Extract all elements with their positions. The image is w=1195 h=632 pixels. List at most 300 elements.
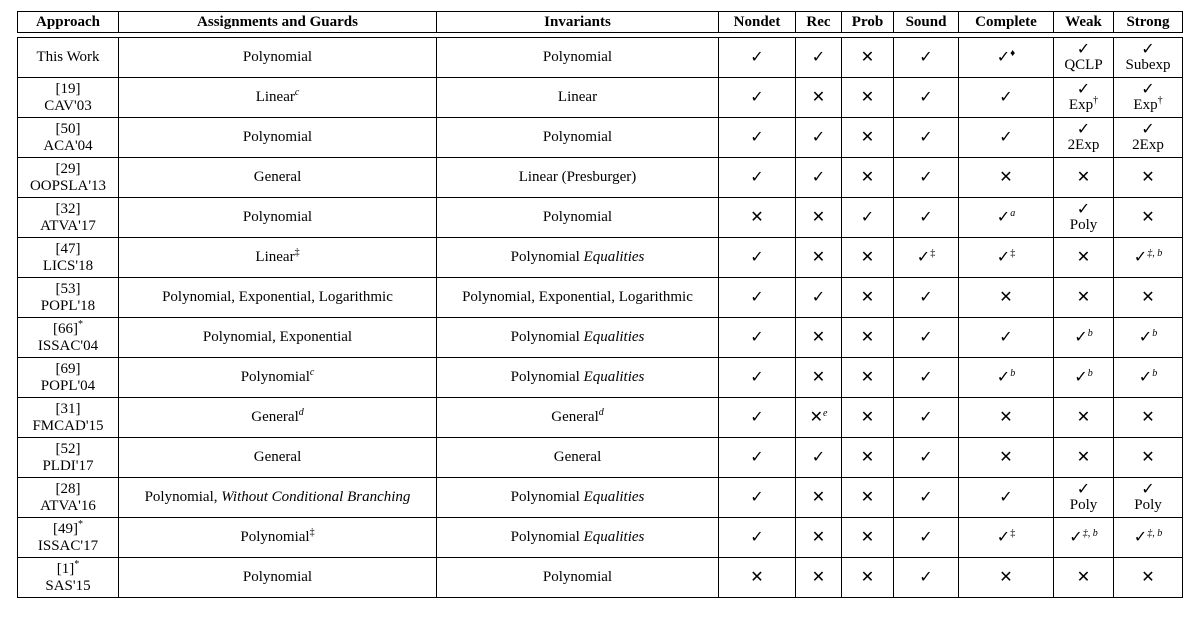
- cross-icon: ✕: [999, 287, 1013, 306]
- assignments-sup: ‡: [309, 527, 315, 538]
- check-icon: ✓: [919, 87, 933, 106]
- weak-mark-line: [1076, 247, 1091, 266]
- invariants-text: Polynomial: [510, 249, 580, 265]
- approach-ref: [20, 81, 116, 98]
- weak-mark-line: [1056, 121, 1111, 137]
- check-icon: ✓: [919, 327, 933, 346]
- strong-mark-line: [1141, 167, 1155, 186]
- cross-icon: ✕: [1141, 207, 1155, 226]
- prob-cell: [842, 38, 894, 78]
- assignments-text: Polynomial: [242, 49, 313, 65]
- check-icon: ✓: [919, 367, 933, 386]
- assignments-cell: [119, 438, 437, 478]
- table-row: [18, 398, 1183, 438]
- cross-icon: ✕: [1076, 247, 1091, 266]
- cross-icon: ✕: [860, 487, 875, 506]
- strong-complexity-text: Poly: [1134, 497, 1162, 513]
- assignments-text: Polynomial: [242, 129, 313, 145]
- weak-complexity-text: QCLP: [1064, 57, 1103, 73]
- approach-ref-text: This Work: [36, 49, 100, 65]
- approach-venue: FMCAD'15: [32, 417, 104, 434]
- complete-cell: [959, 478, 1054, 518]
- invariants-text: Polynomial: [510, 329, 580, 345]
- nondet-cell: [719, 318, 796, 358]
- rec-cell: [796, 438, 842, 478]
- cross-icon: ✕: [999, 167, 1013, 186]
- approach-ref-sup: *: [74, 558, 80, 570]
- assignments-cell: [119, 558, 437, 598]
- weak-cell: [1054, 518, 1114, 558]
- approach-ref: [20, 121, 116, 138]
- strong-mark-line: [1141, 407, 1155, 426]
- check-icon: ✓: [750, 447, 764, 466]
- header-approach: Approach: [18, 12, 119, 33]
- check-icon: ✓: [919, 47, 933, 66]
- nondet-cell: [719, 118, 796, 158]
- table-row: [18, 118, 1183, 158]
- header-complete: Complete: [959, 12, 1054, 33]
- nondet-cell: [719, 478, 796, 518]
- assignments-cell: [119, 78, 437, 118]
- strong-cell: [1114, 438, 1183, 478]
- cross-icon: ✕: [999, 447, 1013, 466]
- assignments-text: Linear: [255, 89, 295, 105]
- cross-icon: ✕: [811, 87, 826, 106]
- weak-complexity: [1056, 97, 1111, 114]
- check-icon: ✓: [1141, 79, 1155, 98]
- strong-mark-line: [1116, 81, 1180, 97]
- check-icon: ✓: [750, 87, 764, 106]
- weak-cell: [1054, 238, 1114, 278]
- strong-mark-line: [1133, 527, 1163, 546]
- assignments-sup: ‡: [294, 247, 300, 258]
- check-icon: ✓: [919, 567, 933, 586]
- strong-sup: ‡, b: [1147, 248, 1163, 259]
- complete-cell: [959, 198, 1054, 238]
- sound-sup: ‡: [930, 248, 936, 259]
- complete-cell: [959, 118, 1054, 158]
- check-icon: ✓: [1141, 39, 1155, 58]
- weak-cell: [1054, 78, 1114, 118]
- header-prob: Prob: [842, 12, 894, 33]
- prob-cell: [842, 558, 894, 598]
- assignments-cell: [119, 158, 437, 198]
- strong-mark-line: [1138, 367, 1158, 386]
- strong-complexity: [1116, 497, 1180, 514]
- weak-complexity: [1056, 57, 1111, 74]
- approach-cell: [18, 318, 119, 358]
- approach-ref-sup: *: [78, 318, 83, 330]
- weak-complexity-text: 2Exp: [1067, 137, 1100, 153]
- weak-mark-line: [1069, 527, 1098, 546]
- cross-icon: ✕: [1076, 407, 1091, 426]
- check-icon: ✓: [750, 367, 764, 386]
- strong-cell: [1114, 238, 1183, 278]
- complete-sup: b: [1010, 368, 1016, 379]
- prob-cell: [842, 198, 894, 238]
- approach-venue: CAV'03: [44, 97, 92, 114]
- check-icon: ✓: [1076, 199, 1091, 218]
- check-icon: ✓: [1076, 79, 1091, 98]
- strong-cell: [1114, 558, 1183, 598]
- table-row: [18, 318, 1183, 358]
- strong-mark-line: [1141, 567, 1155, 586]
- assignments-cell: [119, 118, 437, 158]
- invariants-cell: [437, 38, 719, 78]
- prob-cell: [842, 158, 894, 198]
- cross-icon: ✕: [860, 407, 875, 426]
- table-row: [18, 278, 1183, 318]
- approach-ref-text: [32]: [55, 200, 81, 217]
- assignments-cell: [119, 38, 437, 78]
- invariants-text: Linear (Presburger): [518, 169, 637, 185]
- cross-icon: ✕: [811, 247, 826, 266]
- invariants-cell: [437, 78, 719, 118]
- nondet-cell: [719, 518, 796, 558]
- invariants-text: General: [553, 449, 602, 465]
- weak-cell: [1054, 278, 1114, 318]
- approach-venue: POPL'04: [40, 377, 96, 394]
- check-icon: ✓: [919, 447, 933, 466]
- approach-ref: [20, 241, 116, 258]
- strong-mark-line: [1141, 207, 1155, 226]
- weak-cell: [1054, 398, 1114, 438]
- weak-mark-line: [1076, 287, 1091, 306]
- rec-cell: [796, 318, 842, 358]
- invariants-cell: [437, 318, 719, 358]
- sound-cell: [894, 198, 959, 238]
- approach-ref-text: [1]: [56, 560, 75, 577]
- check-icon: ✓: [750, 407, 764, 426]
- assignments-text: Polynomial, Exponential, Logarithmic: [162, 289, 393, 305]
- cross-icon: ✕: [811, 207, 826, 226]
- approach-ref-text: [47]: [55, 240, 81, 257]
- approach-ref-text: [53]: [55, 280, 81, 297]
- complete-cell: [959, 518, 1054, 558]
- invariants-text: Linear: [557, 89, 598, 105]
- cross-icon: ✕: [809, 407, 823, 426]
- strong-mark-line: [1138, 327, 1158, 346]
- rec-cell: [796, 238, 842, 278]
- rec-cell: [796, 38, 842, 78]
- header-invariants: Invariants: [437, 12, 719, 33]
- check-icon: ✓: [811, 447, 826, 466]
- strong-cell: [1114, 478, 1183, 518]
- approach-ref: [20, 401, 116, 418]
- complete-sup: ♦: [1010, 48, 1016, 59]
- approach-ref-text: [49]: [53, 520, 78, 537]
- sound-cell: [894, 278, 959, 318]
- cross-icon: ✕: [811, 527, 826, 546]
- cross-icon: ✕: [811, 567, 826, 586]
- check-icon: ✓: [811, 47, 826, 66]
- prob-cell: [842, 118, 894, 158]
- complete-cell: [959, 78, 1054, 118]
- check-icon: ✓: [750, 47, 764, 66]
- approach-cell: [18, 518, 119, 558]
- cross-icon: ✕: [860, 87, 875, 106]
- approach-cell: [18, 198, 119, 238]
- check-icon: ✓: [1074, 367, 1088, 386]
- approach-ref: [20, 161, 116, 178]
- rec-cell: [796, 478, 842, 518]
- cross-icon: ✕: [999, 567, 1013, 586]
- approach-ref-text: [29]: [55, 160, 81, 177]
- approach-ref: [20, 318, 116, 338]
- table-row: [18, 518, 1183, 558]
- invariants-cell: [437, 238, 719, 278]
- prob-cell: [842, 78, 894, 118]
- cross-icon: ✕: [860, 327, 875, 346]
- invariants-text: General: [551, 409, 599, 425]
- table-row: [18, 558, 1183, 598]
- check-icon: ✓: [750, 487, 764, 506]
- approach-ref: [20, 201, 116, 218]
- nondet-cell: [719, 238, 796, 278]
- weak-complexity: [1056, 497, 1111, 514]
- invariants-emphasis: Equalities: [583, 489, 645, 505]
- assignments-text: Linear: [255, 249, 295, 265]
- invariants-text: Polynomial: [510, 529, 580, 545]
- cross-icon: ✕: [1141, 407, 1155, 426]
- approach-ref: [20, 281, 116, 298]
- table-row: [18, 198, 1183, 238]
- invariants-sup: d: [598, 407, 604, 418]
- sound-cell: [894, 238, 959, 278]
- approach-ref: [20, 558, 116, 578]
- nondet-cell: [719, 278, 796, 318]
- cross-icon: ✕: [750, 207, 764, 226]
- weak-mark-line: [1056, 41, 1111, 57]
- assignments-text: Polynomial: [240, 529, 310, 545]
- approach-ref-text: [50]: [55, 120, 81, 137]
- invariants-text: Polynomial: [542, 209, 613, 225]
- assignments-emphasis: Without Conditional Branching: [221, 489, 411, 505]
- cross-icon: ✕: [860, 167, 875, 186]
- approach-ref-text: [52]: [55, 440, 81, 457]
- assignments-cell: [119, 318, 437, 358]
- prob-cell: [842, 358, 894, 398]
- sound-cell: [894, 358, 959, 398]
- weak-cell: [1054, 198, 1114, 238]
- cross-icon: ✕: [750, 567, 764, 586]
- approach-venue: POPL'18: [40, 297, 96, 314]
- assignments-text: Polynomial,: [144, 489, 218, 505]
- assignments-sup: c: [309, 367, 315, 378]
- cross-icon: ✕: [1076, 167, 1091, 186]
- check-icon: ✓: [1076, 39, 1091, 58]
- invariants-cell: [437, 118, 719, 158]
- prob-cell: [842, 318, 894, 358]
- check-icon: ✓: [919, 127, 933, 146]
- prob-cell: [842, 398, 894, 438]
- approach-venue: ISSAC'17: [37, 537, 99, 554]
- rec-cell: [796, 278, 842, 318]
- strong-sup: ‡, b: [1147, 528, 1163, 539]
- invariants-cell: [437, 478, 719, 518]
- check-icon: ✓: [750, 327, 764, 346]
- assignments-cell: [119, 518, 437, 558]
- check-icon: ✓: [996, 247, 1011, 266]
- approach-ref: [20, 49, 116, 66]
- invariants-cell: [437, 558, 719, 598]
- prob-cell: [842, 278, 894, 318]
- approach-venue: ATVA'16: [40, 497, 96, 514]
- weak-cell: [1054, 478, 1114, 518]
- table-row: [18, 438, 1183, 478]
- cross-icon: ✕: [1141, 567, 1155, 586]
- header-nondet: Nondet: [719, 12, 796, 33]
- rec-cell: [796, 358, 842, 398]
- prob-cell: [842, 438, 894, 478]
- complete-cell: [959, 238, 1054, 278]
- strong-cell: [1114, 198, 1183, 238]
- approach-ref-text: [28]: [55, 480, 81, 497]
- sound-cell: [894, 78, 959, 118]
- check-icon: ✓: [916, 247, 931, 266]
- complete-cell: [959, 398, 1054, 438]
- cross-icon: ✕: [1076, 287, 1091, 306]
- nondet-cell: [719, 358, 796, 398]
- check-icon: ✓: [750, 527, 764, 546]
- complete-cell: [959, 38, 1054, 78]
- approach-ref-text: [69]: [55, 360, 81, 377]
- approach-ref: [20, 441, 116, 458]
- header-strong: Strong: [1114, 12, 1183, 33]
- complete-cell: [959, 558, 1054, 598]
- check-icon: ✓: [811, 167, 826, 186]
- sound-cell: [894, 158, 959, 198]
- cross-icon: ✕: [860, 47, 875, 66]
- sound-cell: [894, 398, 959, 438]
- assignments-sup: c: [294, 87, 300, 98]
- invariants-cell: [437, 398, 719, 438]
- strong-complexity: [1116, 97, 1180, 114]
- cross-icon: ✕: [860, 367, 875, 386]
- weak-mark-line: [1076, 407, 1091, 426]
- assignments-cell: [119, 238, 437, 278]
- nondet-cell: [719, 438, 796, 478]
- check-icon: ✓: [1133, 527, 1148, 546]
- strong-complexity-sup: †: [1157, 95, 1163, 106]
- check-icon: ✓: [996, 367, 1011, 386]
- check-icon: ✓: [996, 527, 1011, 546]
- invariants-text: Polynomial: [510, 369, 580, 385]
- check-icon: ✓: [1076, 119, 1091, 138]
- invariants-text: Polynomial: [542, 569, 613, 585]
- approach-ref-text: [66]: [53, 320, 78, 337]
- approach-cell: [18, 438, 119, 478]
- header-sound: Sound: [894, 12, 959, 33]
- strong-complexity-text: Subexp: [1125, 57, 1171, 73]
- complete-sup: ‡: [1010, 248, 1016, 259]
- table-row: [18, 238, 1183, 278]
- sound-cell: [894, 518, 959, 558]
- strong-cell: [1114, 358, 1183, 398]
- strong-mark-line: [1141, 287, 1155, 306]
- nondet-cell: [719, 198, 796, 238]
- check-icon: ✓: [1069, 527, 1083, 546]
- invariants-text: Polynomial, Exponential, Logarithmic: [462, 289, 693, 305]
- check-icon: ✓: [999, 127, 1013, 146]
- strong-complexity: [1116, 57, 1180, 74]
- check-icon: ✓: [1138, 367, 1153, 386]
- table-row: [18, 38, 1183, 78]
- sound-cell: [894, 318, 959, 358]
- strong-sup: b: [1152, 368, 1158, 379]
- prob-cell: [842, 478, 894, 518]
- cross-icon: ✕: [860, 527, 875, 546]
- check-icon: ✓: [919, 527, 933, 546]
- cross-icon: ✕: [811, 367, 826, 386]
- strong-mark-line: [1133, 247, 1163, 266]
- weak-mark-line: [1074, 327, 1093, 346]
- prob-cell: [842, 238, 894, 278]
- approach-cell: [18, 278, 119, 318]
- approach-ref-text: [31]: [55, 400, 81, 417]
- weak-cell: [1054, 558, 1114, 598]
- rec-cell: [796, 158, 842, 198]
- rec-cell: [796, 398, 842, 438]
- check-icon: ✓: [919, 407, 933, 426]
- weak-complexity-sup: †: [1093, 95, 1099, 106]
- check-icon: ✓: [811, 127, 826, 146]
- approach-venue: OOPSLA'13: [29, 177, 107, 194]
- complete-cell: [959, 158, 1054, 198]
- nondet-cell: [719, 398, 796, 438]
- invariants-cell: [437, 438, 719, 478]
- weak-cell: [1054, 158, 1114, 198]
- cross-icon: ✕: [811, 487, 826, 506]
- table-row: [18, 358, 1183, 398]
- check-icon: ✓: [919, 167, 933, 186]
- check-icon: ✓: [860, 207, 875, 226]
- cross-icon: ✕: [1141, 167, 1155, 186]
- cross-icon: ✕: [1141, 287, 1155, 306]
- weak-complexity-text: Poly: [1069, 497, 1098, 513]
- table-row: [18, 158, 1183, 198]
- strong-cell: [1114, 118, 1183, 158]
- check-icon: ✓: [1133, 247, 1148, 266]
- invariants-cell: [437, 358, 719, 398]
- cross-icon: ✕: [811, 327, 826, 346]
- complete-cell: [959, 318, 1054, 358]
- complete-sup: ‡: [1010, 528, 1016, 539]
- approach-cell: [18, 158, 119, 198]
- check-icon: ✓: [1141, 479, 1155, 498]
- invariants-emphasis: Equalities: [583, 529, 645, 545]
- approach-ref: [20, 518, 116, 538]
- check-icon: ✓: [996, 47, 1011, 66]
- approach-cell: [18, 78, 119, 118]
- nondet-cell: [719, 158, 796, 198]
- approach-venue: PLDI'17: [42, 457, 94, 474]
- approach-venue: ATVA'17: [40, 217, 96, 234]
- complete-cell: [959, 438, 1054, 478]
- approach-venue: ISSAC'04: [37, 337, 99, 354]
- header-weak: Weak: [1054, 12, 1114, 33]
- invariants-text: Polynomial: [542, 129, 613, 145]
- check-icon: ✓: [919, 287, 933, 306]
- approach-venue: LICS'18: [42, 257, 94, 274]
- cross-icon: ✕: [999, 407, 1013, 426]
- assignments-cell: [119, 198, 437, 238]
- check-icon: ✓: [1138, 327, 1153, 346]
- assignments-text: Polynomial: [242, 569, 313, 585]
- rec-cell: [796, 558, 842, 598]
- approach-ref: [20, 361, 116, 378]
- approach-venue: ACA'04: [43, 137, 93, 154]
